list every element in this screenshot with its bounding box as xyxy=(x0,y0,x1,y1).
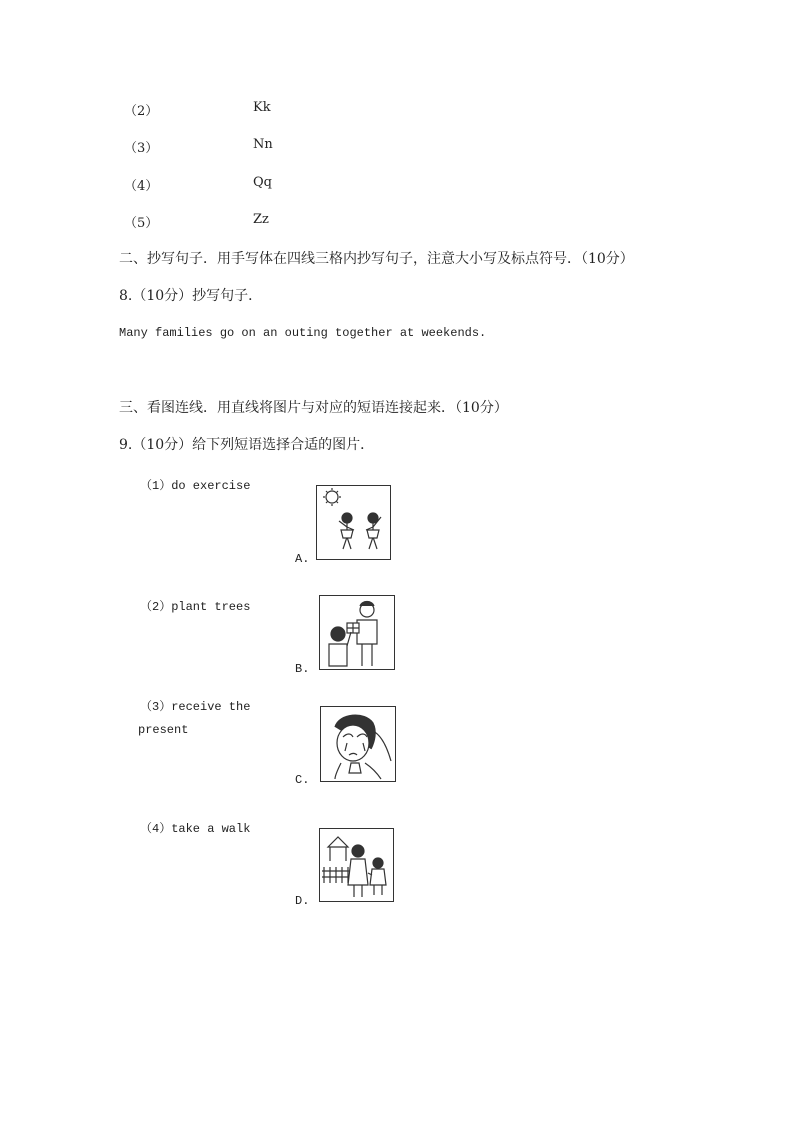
letter-row-letters-5: Zz xyxy=(253,212,269,227)
picture-label-a: A. xyxy=(295,552,310,566)
phrase-2: （2）plant trees xyxy=(140,600,251,614)
question-9: 9.（10分）给下列短语选择合适的图片． xyxy=(119,437,375,453)
phrase-1: （1）do exercise xyxy=(140,479,251,493)
letter-row-letters-4: Qq xyxy=(253,175,272,190)
picture-label-b: B. xyxy=(295,662,310,676)
letter-row-num-4: （4） xyxy=(124,179,159,194)
picture-d-walk-image xyxy=(319,828,394,902)
letter-row-num-3: （3） xyxy=(124,141,159,156)
question-8: 8.（10分）抄写句子． xyxy=(119,288,263,304)
copy-sentence: Many families go on an outing together at weekends. xyxy=(119,326,487,340)
letter-row-letters-3: Nn xyxy=(253,137,273,152)
letter-row-num-2: （2） xyxy=(124,104,159,119)
section2-heading: 二、抄写句子．用手写体在四线三格内抄写句子，注意大小写及标点符号．（10分） xyxy=(119,251,634,267)
picture-a-exercise-image xyxy=(316,485,391,560)
section3-heading: 三、看图连线．用直线将图片与对应的短语连接起来．（10分） xyxy=(119,400,508,416)
letter-row-num-5: （5） xyxy=(124,216,159,231)
picture-label-c: C. xyxy=(295,773,310,787)
picture-c-crying-child-image xyxy=(320,706,396,782)
picture-b-present-image xyxy=(319,595,395,670)
letter-row-letters-2: Kk xyxy=(253,100,271,115)
phrase-4: （4）take a walk xyxy=(140,822,251,836)
picture-label-d: D. xyxy=(295,894,310,908)
phrase-3-line1: （3）receive the xyxy=(140,700,251,714)
phrase-3-line2: present xyxy=(138,723,189,737)
